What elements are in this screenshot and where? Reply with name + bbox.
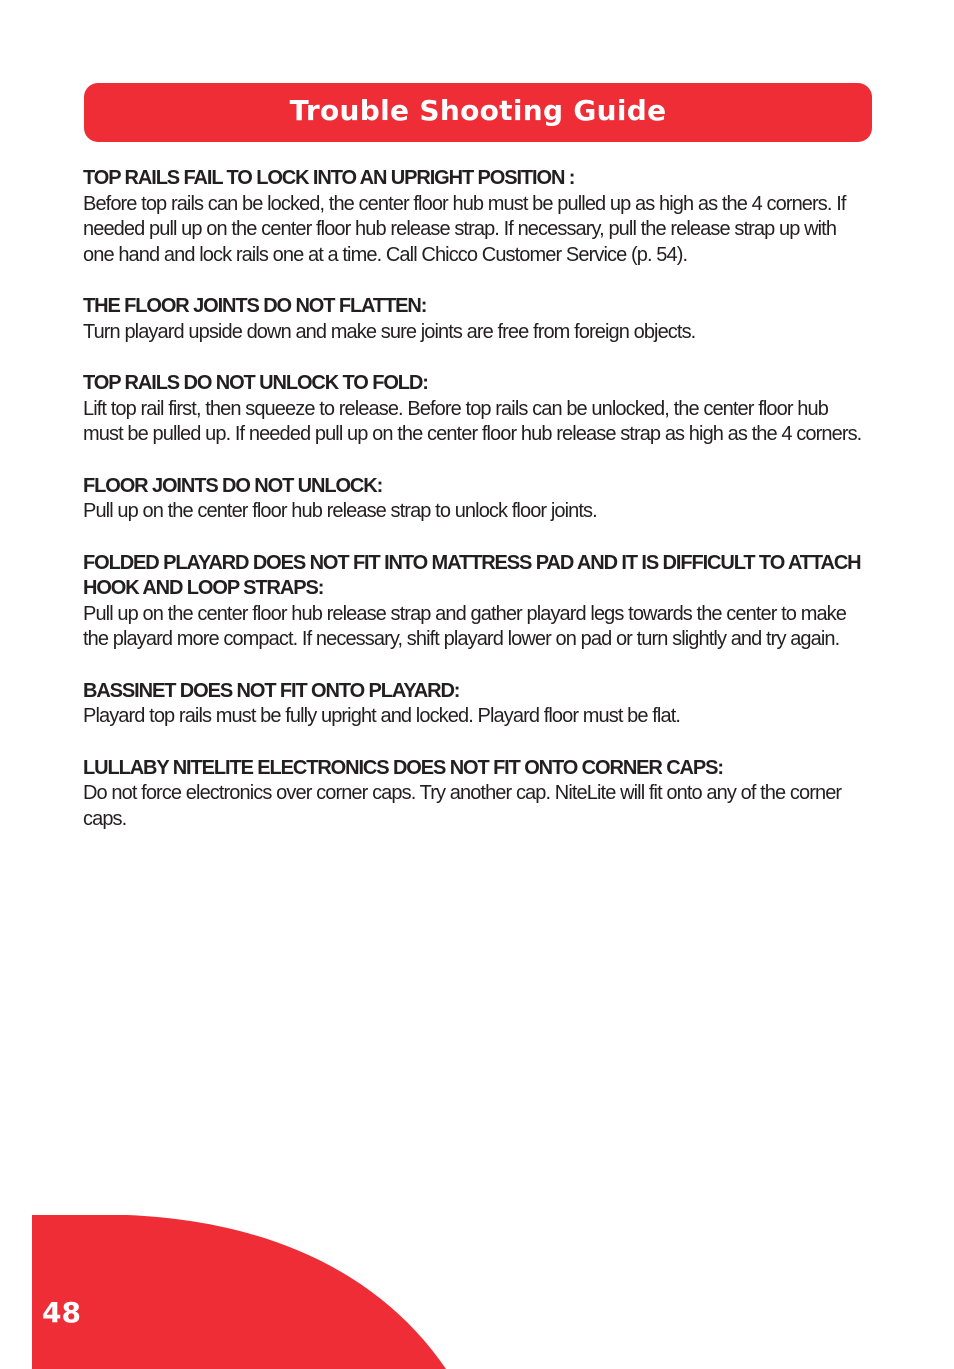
solution-text: Pull up on the center floor hub release strap to unlock floor joints.: [83, 500, 597, 522]
problem-heading: TOP RAILS FAIL TO LOCK INTO AN UPRIGHT POSITION :: [83, 167, 575, 189]
problem-heading: FOLDED PLAYARD DOES NOT FIT INTO MATTRESS PAD AND IT IS DIFFICULT TO ATTACH HOOK AND LOOP STRAPS:: [83, 551, 861, 599]
troubleshooting-item: [83, 756, 868, 833]
troubleshooting-item: [83, 371, 868, 448]
page-number: 48: [42, 1296, 81, 1329]
troubleshooting-list: [83, 166, 868, 858]
corner-swoosh-shape: [32, 1215, 446, 1369]
troubleshooting-item: [83, 474, 868, 525]
solution-text: Pull up on the center floor hub release strap and gather playard legs towards the center to make the playard more compact. If necessary, shift playard lower on pad or turn slightly and try again.: [83, 602, 846, 650]
problem-heading: TOP RAILS DO NOT UNLOCK TO FOLD:: [83, 372, 428, 394]
problem-heading: LULLABY NITELITE ELECTRONICS DOES NOT FIT ONTO CORNER CAPS:: [83, 756, 723, 779]
page-title: Trouble Shooting Guide: [289, 94, 667, 127]
solution-text: Do not force electronics over corner caps. Try another cap. NiteLite will fit onto any of the corner caps.: [83, 782, 842, 830]
problem-heading: FLOOR JOINTS DO NOT UNLOCK:: [83, 474, 383, 497]
problem-heading: BASSINET DOES NOT FIT ONTO PLAYARD:: [83, 679, 460, 702]
problem-heading: THE FLOOR JOINTS DO NOT FLATTEN:: [83, 295, 427, 317]
solution-text: Before top rails can be locked, the center floor hub must be pulled up as high as the 4 corners. If needed pull up on the center floor hub release strap. If necessary, pull the release strap up with one hand and lock rails one at a time. Call Chicco Customer Service (p. 54).: [83, 192, 846, 266]
troubleshooting-item: [83, 166, 868, 268]
solution-text: Playard top rails must be fully upright and locked. Playard floor must be flat.: [83, 705, 681, 727]
troubleshooting-item: [83, 294, 868, 345]
troubleshooting-item: [83, 551, 868, 653]
solution-text: Lift top rail first, then squeeze to release. Before top rails can be unlocked, the center floor hub must be pulled up. If needed pull up on the center floor hub release strap as high as the 4 corners.: [83, 397, 862, 445]
troubleshooting-item: [83, 679, 868, 730]
page-corner-decoration: [32, 1215, 446, 1369]
solution-text: Turn playard upside down and make sure joints are free from foreign objects.: [83, 320, 696, 343]
title-banner: [84, 83, 872, 142]
